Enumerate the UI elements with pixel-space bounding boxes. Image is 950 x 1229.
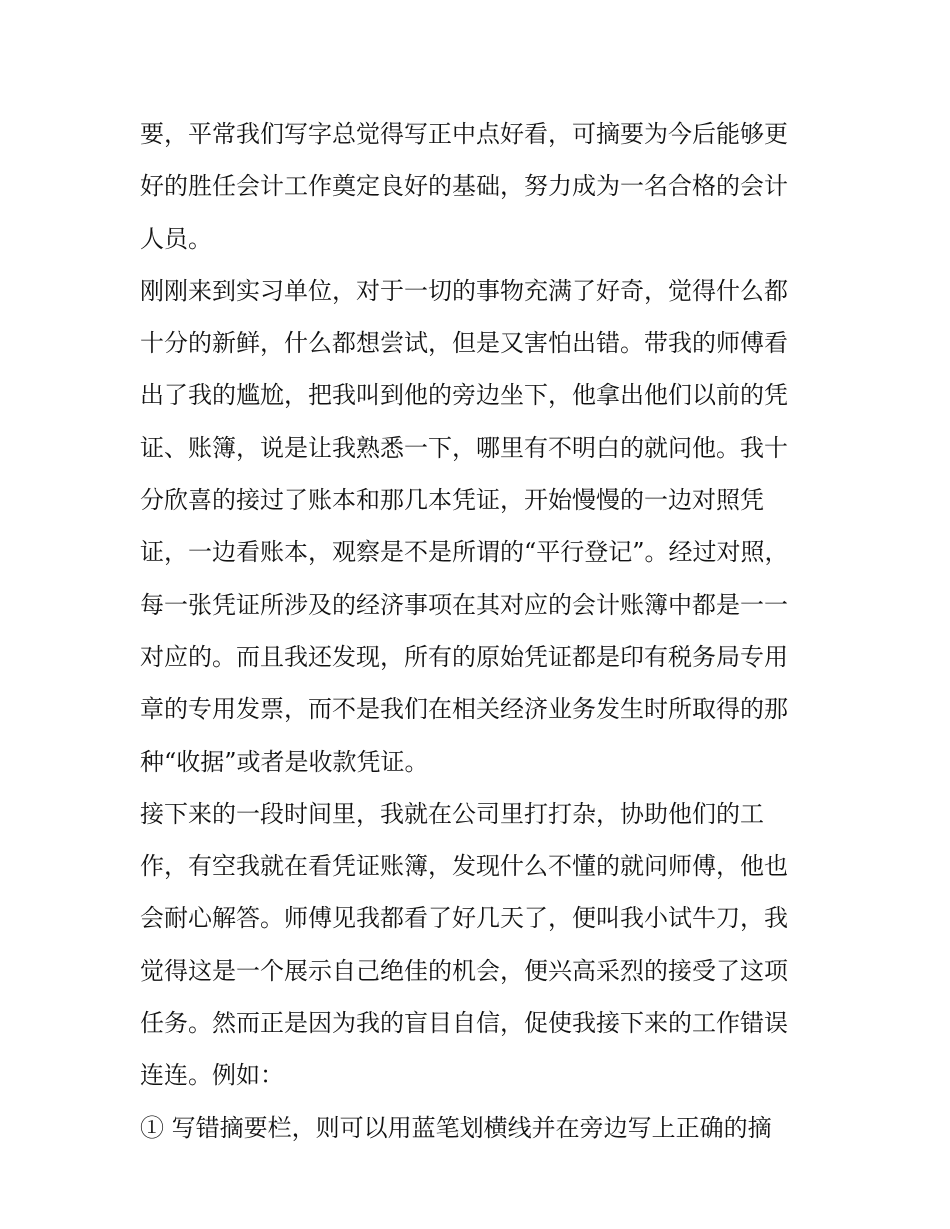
text-line: 十分的新鲜，什么都想尝试，但是又害怕出错。带我的师傅看 [140, 329, 788, 358]
text-line: 证、账簿，说是让我熟悉一下，哪里有不明白的就问他。我十 [140, 433, 788, 462]
text-line: 刚刚来到实习单位，对于一切的事物充满了好奇，觉得什么都 [140, 276, 788, 305]
text-line: ① 写错摘要栏，则可以用蓝笔划横线并在旁边写上正确的摘 [140, 1113, 772, 1142]
text-line: 会耐心解答。师傅见我都看了好几天了，便叫我小试牛刀，我 [140, 904, 788, 933]
text-line: 好的胜任会计工作奠定良好的基础，努力成为一名合格的会计 [140, 172, 788, 201]
text-line: 连连。例如： [140, 1061, 284, 1090]
text-line: 章的专用发票，而不是我们在相关经济业务发生时所取得的那 [140, 695, 788, 724]
text-line: 出了我的尴尬，把我叫到他的旁边坐下，他拿出他们以前的凭 [140, 381, 788, 410]
text-line: 作，有空我就在看凭证账簿，发现什么不懂的就问师傅，他也 [140, 852, 788, 881]
text-line: 要，平常我们写字总觉得写正中点好看，可摘要为今后能够更 [140, 120, 788, 148]
text-line: 每一张凭证所涉及的经济事项在其对应的会计账簿中都是一一 [140, 590, 788, 619]
text-line: 任务。然而正是因为我的盲目自信，促使我接下来的工作错误 [140, 1009, 788, 1038]
text-line: 证，一边看账本，观察是不是所谓的“平行登记”。经过对照， [140, 538, 789, 567]
text-line: 对应的。而且我还发现，所有的原始凭证都是印有税务局专用 [140, 642, 788, 671]
text-line: 种“收据”或者是收款凭证。 [140, 747, 429, 776]
text-line: 接下来的一段时间里，我就在公司里打打杂，协助他们的工 [140, 799, 764, 828]
text-line: 觉得这是一个展示自己绝佳的机会，便兴高采烈的接受了这项 [140, 956, 788, 985]
text-line: 分欣喜的接过了账本和那几本凭证，开始慢慢的一边对照凭 [140, 486, 764, 515]
text-line: 人员。 [140, 224, 212, 253]
body-text [140, 108, 815, 1154]
